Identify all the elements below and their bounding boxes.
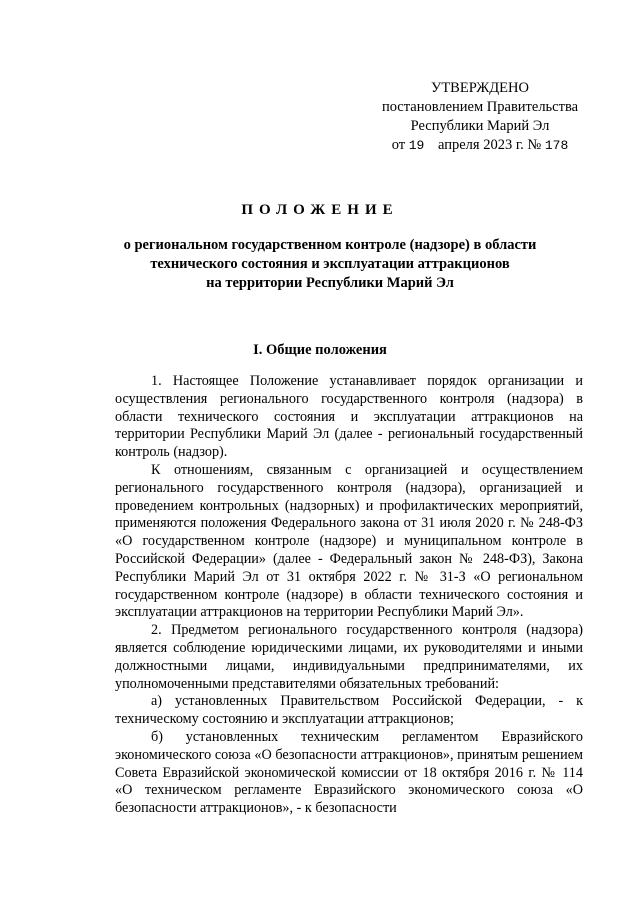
paragraph-4: а) установленных Правительством Российской Федерации, - к техническому состоянию и эксплуатации аттракционов; [115,693,583,728]
paragraph-1: 1. Настоящее Положение устанавливает порядок организации и осуществления регионального государственного контроля (надзора) в области технического состояния и эксплуатации аттракционов на территории Республики Марий Эл (далее - региональный государственный контроль (надзор). [115,373,583,461]
approval-line-decree: постановлением Правительства [381,99,579,115]
approval-date-mid: апреля 2023 г. № [437,137,542,153]
approval-stamp [360,79,600,155]
approval-line-republic: Республики Марий Эл [410,118,550,134]
section-heading: I. Общие положения [253,342,387,358]
subtitle-line: технического состояния и эксплуатации аттракционов [150,256,510,272]
subtitle-line: о региональном государственном контроле (надзоре) в области [123,237,537,253]
approval-day: 19 [408,138,425,153]
paragraph-2: К отношениям, связанным с организацией и осуществлением регионального государственного контроля (надзора), организацией и проведением контрольных (надзорных) и профилактических мероприятий, применяются положения Федерального закона от 31 июля 2020 г. № 248-ФЗ «О государственном контроле (надзоре) и муниципальном контроле в Российской Федерации» (далее - Федеральный закон № 248-ФЗ), Закона Республики Марий Эл от 31 октября 2022 г. № 31-З «О региональном государственном контроле (надзоре) в области технического состояния и эксплуатации аттракционов на территории Республики Марий Эл». [115,461,583,621]
paragraph-3: 2. Предметом регионального государственного контроля (надзора) является соблюдение юридическими лицами, их руководителями и иными должностными лицами, индивидуальными предпринимателями, их уполномоченными представителями обязательных требований: [115,622,583,692]
document-title: ПОЛОЖЕНИЕ [241,202,399,218]
approval-date-line [360,136,600,155]
subtitle-line: на территории Республики Марий Эл [206,275,454,291]
document-body [115,373,583,818]
approval-date-prefix: от [391,137,406,153]
approval-number: 178 [544,138,569,153]
document-subtitle [100,236,560,293]
paragraph-5: б) установленных техническим регламентом Евразийского экономического союза «О безопасности аттракционов», принятым решением Совета Евразийской экономической комиссии от 18 октября 2016 г. № 114 «О техническом регламенте Евразийского экономического союза «О безопасности аттракционов», - к безопасности [115,728,583,817]
approval-title: УТВЕРЖДЕНО [431,80,529,96]
